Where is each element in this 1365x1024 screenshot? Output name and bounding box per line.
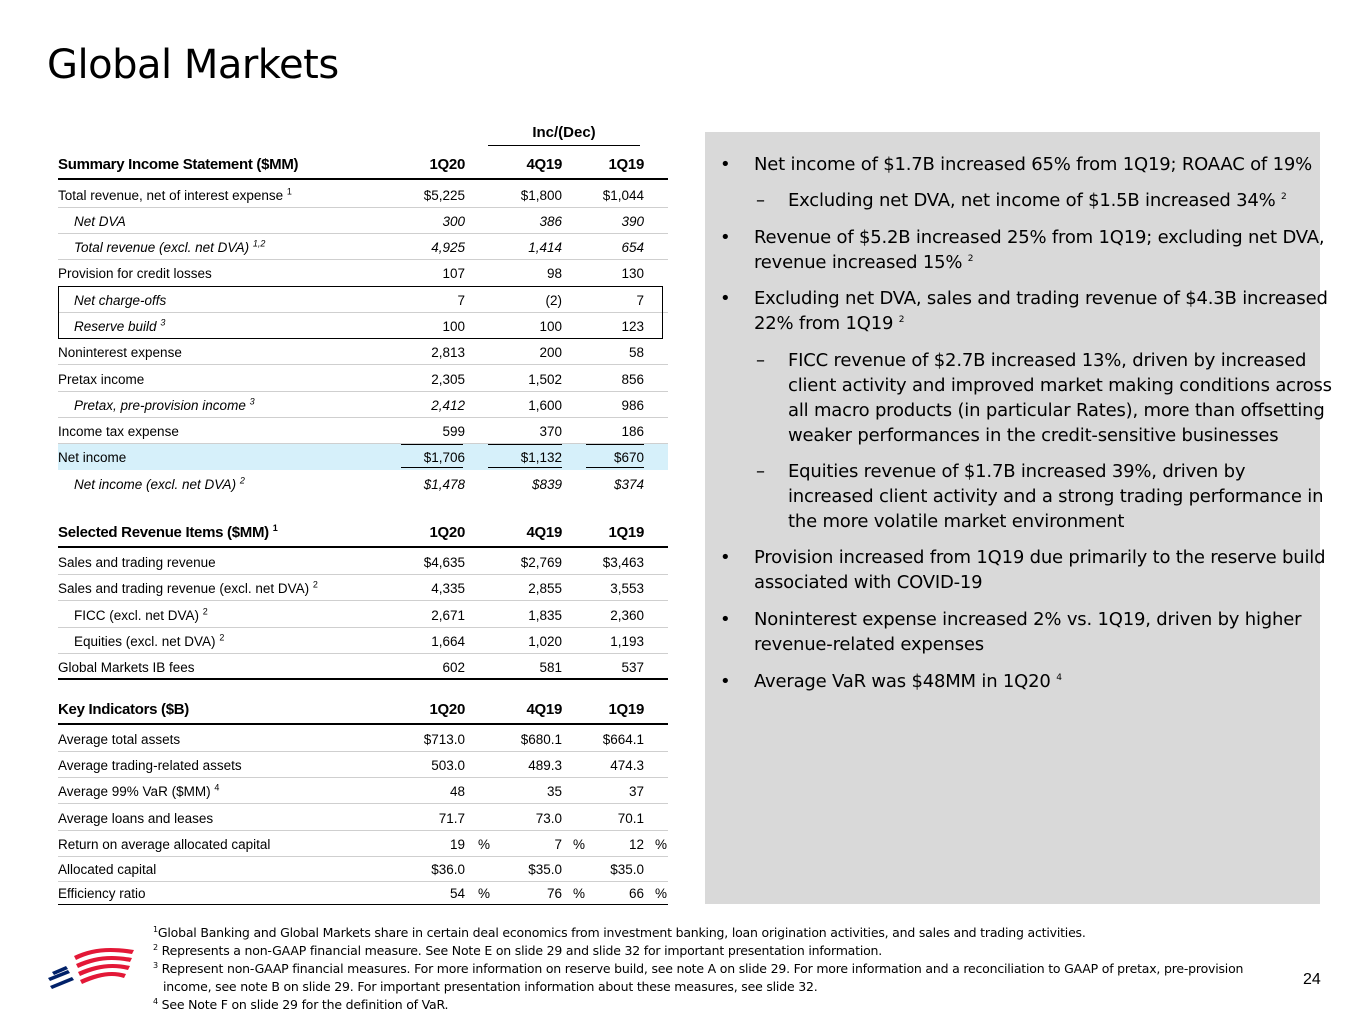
footnote-4: $^4$ See Note F on slide 29 for the definition of VaR. — [153, 996, 449, 1012]
table-row: Average trading-related assets 503.0 489.3 474.3 — [58, 752, 668, 778]
table-row: Noninterest expense 2,813 200 58 — [58, 339, 668, 365]
table-row: Pretax income 2,305 1,502 856 — [58, 366, 668, 392]
indicators-header: Key Indicators ($B) 1Q20 4Q19 1Q19 — [58, 701, 644, 718]
bank-flag-logo-icon — [46, 944, 138, 996]
footnote-3-cont: income, see note B on slide 29. For important presentation information about these measures, see slide 32. — [163, 979, 818, 994]
table-row: Return on average allocated capital 19 % 7 % 12 % — [58, 831, 668, 857]
provision-detail-box — [58, 286, 663, 339]
income-header: Summary Income Statement ($MM) 1Q20 4Q19 1Q19 — [58, 156, 644, 173]
page-title: Global Markets — [47, 42, 339, 88]
table-row: Equities (excl. net DVA) $^2$ 1,664 1,020 1,193 — [58, 628, 668, 654]
table-row: Average 99% VaR ($MM) $^4$ 48 35 37 — [58, 778, 668, 804]
bullet-sales-trading: • Excluding net DVA, sales and trading revenue of $4.3B increased 22% from 1Q19 $^2$ — [720, 288, 1328, 334]
bullet-net-income: • Net income of $1.7B increased 65% from 1Q19; ROAAC of 19% — [720, 154, 1312, 175]
table-row: Pretax, pre-provision income $^3$ 2,412 1,600 986 — [58, 392, 668, 418]
table-row: Total revenue (excl. net DVA) $^{1,2}$ 4,925 1,414 654 — [58, 234, 668, 260]
table-row: Efficiency ratio 54 % 76 % 66 % — [58, 886, 668, 901]
subbullet-equities: – Equities revenue of $1.7B increased 39%, driven by increased client activity and a strong trading performance in the more volatile market environment — [756, 461, 1324, 532]
table-row: Income tax expense 599 370 186 — [58, 418, 668, 444]
bullet-revenue: • Revenue of $5.2B increased 25% from 1Q19; excluding net DVA, revenue increased 15% $^2$ — [720, 227, 1325, 273]
table-row: Global Markets IB fees 602 581 537 — [58, 660, 644, 675]
inc-dec-label: Inc/(Dec) — [532, 124, 596, 141]
footnote-2: $^2$ Represents a non-GAAP financial measure. See Note E on slide 29 and slide 32 for important presentation information. — [153, 942, 883, 958]
subbullet-net-income-ex-dva: – Excluding net DVA, net income of $1.5B increased 34% $^2$ — [756, 190, 1287, 211]
bullet-noninterest: • Noninterest expense increased 2% vs. 1Q19, driven by higher revenue-related expenses — [720, 609, 1302, 655]
table-row: Net charge-offs 7 (2) 7 — [58, 287, 668, 313]
table-row-net-income: Net income $1,706 $1,132 $670 — [58, 444, 668, 470]
table-row: Provision for credit losses 107 98 130 — [58, 266, 644, 281]
table-row: Net DVA 300 386 390 — [58, 208, 668, 234]
footnote-1: $^1$Global Banking and Global Markets share in certain deal economics from investment banking, loan origination activities, and sales and trading activities. — [153, 924, 1086, 940]
revenue-header: Selected Revenue Items ($MM) $^1$ 1Q20 4Q19 1Q19 — [58, 523, 644, 541]
subbullet-ficc: – FICC revenue of $2.7B increased 13%, driven by increased client activity and improved market making conditions across all macro products (in particular Rates), more than offsetting weaker performances in the credit-sensitive businesses — [756, 350, 1332, 446]
table-row: FICC (excl. net DVA) $^2$ 2,671 1,835 2,360 — [58, 602, 668, 628]
table-row: Sales and trading revenue $4,635 $2,769 $3,463 — [58, 549, 668, 575]
bullet-provision: • Provision increased from 1Q19 due primarily to the reserve build associated with COVID-19 — [720, 547, 1326, 593]
bullet-var: • Average VaR was $48MM in 1Q20 $^4$ — [720, 671, 1062, 692]
footnote-3: $^3$ Represent non-GAAP financial measures. For more information on reserve build, see note A on slide 29. For more information and a reconciliation to GAAP of pretax, pre-provision — [153, 960, 1244, 976]
table-row: Total revenue, net of interest expense $^1$ $5,225 $1,800 $1,044 — [58, 182, 668, 208]
table-row: Sales and trading revenue (excl. net DVA) $^2$ 4,335 2,855 3,553 — [58, 575, 668, 601]
page-number: 24 — [1303, 971, 1321, 988]
table-row: Allocated capital $36.0 $35.0 $35.0 — [58, 856, 668, 882]
table-row: Average total assets $713.0 $680.1 $664.1 — [58, 726, 668, 752]
table-row: Net income (excl. net DVA) $^2$ $1,478 $839 $374 — [74, 475, 644, 492]
table-row: Reserve build $^3$ 100 100 123 — [74, 317, 644, 334]
table-row: Average loans and leases 71.7 73.0 70.1 — [58, 805, 668, 831]
